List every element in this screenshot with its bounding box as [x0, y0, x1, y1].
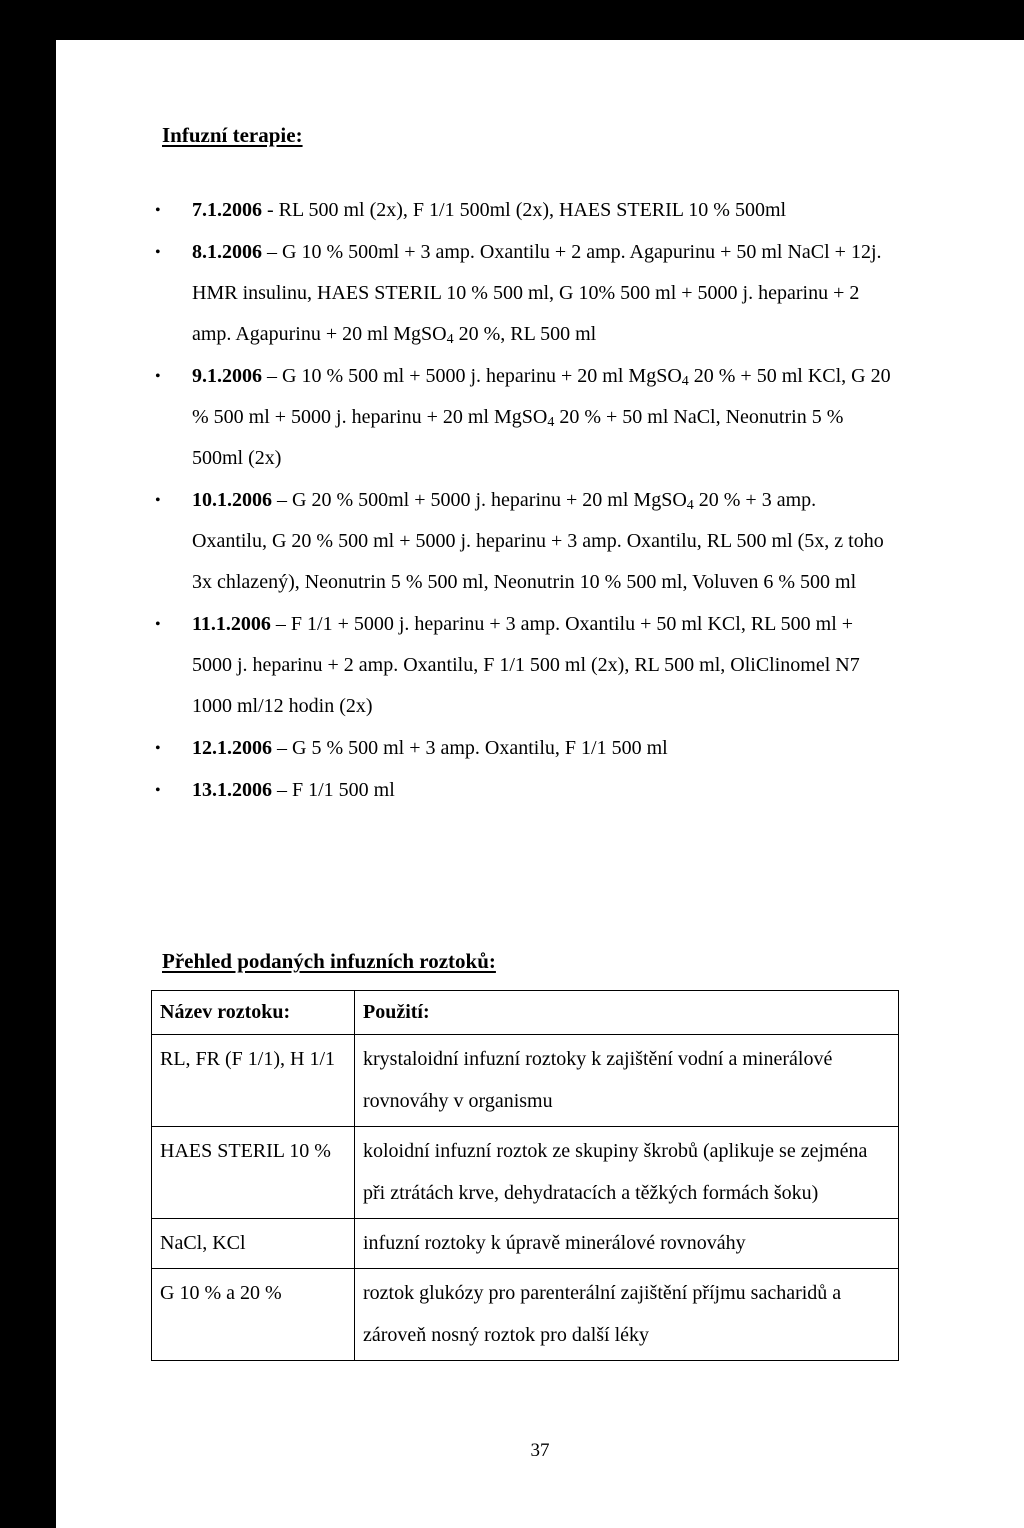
- subscript: 4: [686, 498, 694, 513]
- bullet-icon: •: [155, 202, 161, 219]
- column-header-usage: Použití:: [355, 991, 899, 1035]
- bullet-icon: •: [155, 616, 161, 633]
- solution-usage-cell: infuzní roztoky k úpravě minerálové rovnováhy: [355, 1219, 899, 1269]
- therapy-date: 7.1.2006: [192, 199, 262, 221]
- therapy-item: [155, 480, 892, 603]
- therapy-text: – G 10 % 500ml + 3 amp. Oxantilu + 2 amp. Agapurinu + 50 ml NaCl + 12j. HMR insulinu, HAES STERIL 10 % 500 ml, G 10% 500 ml + 5000 j. heparinu + 2 amp. Agapurinu + 20 ml MgSO: [192, 241, 882, 345]
- subscript: 4: [446, 332, 454, 347]
- bullet-icon: •: [155, 782, 161, 799]
- bullet-icon: •: [155, 740, 161, 757]
- bullet-icon: •: [155, 492, 161, 509]
- therapy-text: - RL 500 ml (2x), F 1/1 500ml (2x), HAES STERIL 10 % 500ml: [262, 199, 787, 221]
- therapy-item: [155, 604, 892, 727]
- therapy-item: [155, 190, 892, 231]
- table-row: [152, 1269, 899, 1361]
- document-page: [56, 40, 1024, 1528]
- solutions-table: [151, 990, 899, 1361]
- solution-name-cell: HAES STERIL 10 %: [152, 1127, 355, 1219]
- therapy-text: – G 20 % 500ml + 5000 j. heparinu + 20 ml MgSO: [272, 489, 687, 511]
- therapy-text: 20 % + 50 ml KCl, G 20 % 500 ml + 5000 j. heparinu + 20 ml MgSO: [192, 365, 891, 428]
- therapy-date: 9.1.2006: [192, 365, 262, 387]
- therapy-item: [155, 232, 892, 355]
- solution-name-cell: RL, FR (F 1/1), H 1/1: [152, 1035, 355, 1127]
- therapy-text: – G 5 % 500 ml + 3 amp. Oxantilu, F 1/1 500 ml: [272, 737, 668, 759]
- column-header-name: Název roztoku:: [152, 991, 355, 1035]
- page-number: 37: [530, 1440, 550, 1461]
- therapy-item: [155, 728, 892, 769]
- therapy-text: 20 %, RL 500 ml: [453, 323, 597, 345]
- therapy-date: 12.1.2006: [192, 737, 272, 759]
- table-row: [152, 1035, 899, 1127]
- therapy-date: 13.1.2006: [192, 779, 272, 801]
- subscript: 4: [547, 415, 555, 430]
- therapy-text: – G 10 % 500 ml + 5000 j. heparinu + 20 ml MgSO: [262, 365, 682, 387]
- therapy-date: 10.1.2006: [192, 489, 272, 511]
- solution-name-cell: G 10 % a 20 %: [152, 1269, 355, 1361]
- bullet-icon: •: [155, 244, 161, 261]
- therapy-text: 20 % + 50 ml NaCl, Neonutrin 5 % 500ml (2x): [192, 406, 844, 469]
- overview-heading: Přehled podaných infuzních roztoků:: [162, 949, 496, 973]
- therapy-text: – F 1/1 + 5000 j. heparinu + 3 amp. Oxantilu + 50 ml KCl, RL 500 ml + 5000 j. heparinu + 2 amp. Oxantilu, F 1/1 500 ml (2x), RL 500 ml, OliClinomel N7 1000 ml/12 hodin (2x): [192, 613, 860, 717]
- therapy-date: 8.1.2006: [192, 241, 262, 263]
- therapy-text: – F 1/1 500 ml: [272, 779, 395, 801]
- bullet-icon: •: [155, 368, 161, 385]
- table-row: [152, 1219, 899, 1269]
- therapy-heading: Infuzní terapie:: [162, 123, 303, 147]
- therapy-item: [155, 356, 892, 479]
- solution-usage-cell: krystaloidní infuzní roztoky k zajištění vodní a minerálové rovnováhy v organismu: [355, 1035, 899, 1127]
- table-header-row: [152, 991, 899, 1035]
- therapy-text: 20 % + 3 amp. Oxantilu, G 20 % 500 ml + 5000 j. heparinu + 3 amp. Oxantilu, RL 500 ml (5x, z toho 3x chlazený), Neonutrin 5 % 500 ml, Neonutrin 10 % 500 ml, Voluven 6 % 500 ml: [192, 489, 884, 593]
- therapy-item: [155, 770, 892, 811]
- table-row: [152, 1127, 899, 1219]
- solution-usage-cell: koloidní infuzní roztok ze skupiny škrobů (aplikuje se zejména při ztrátách krve, dehydratacích a těžkých formách šoku): [355, 1127, 899, 1219]
- solution-usage-cell: roztok glukózy pro parenterální zajištění příjmu sacharidů a zároveň nosný roztok pro další léky: [355, 1269, 899, 1361]
- solution-name-cell: NaCl, KCl: [152, 1219, 355, 1269]
- subscript: 4: [681, 374, 689, 389]
- therapy-date: 11.1.2006: [192, 613, 271, 635]
- therapy-list: [155, 190, 892, 811]
